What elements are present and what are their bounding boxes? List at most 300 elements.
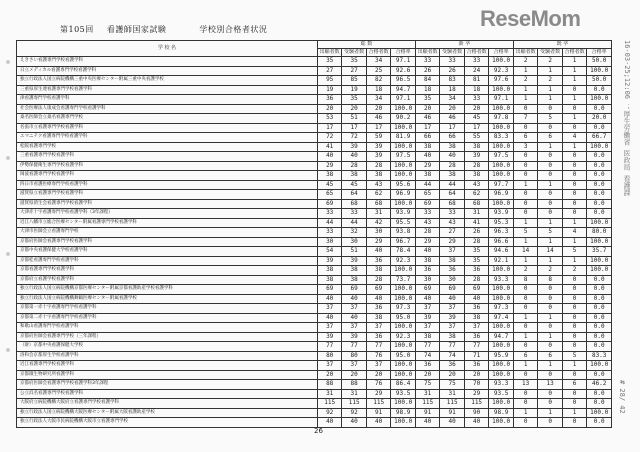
value-cell: 44 bbox=[440, 180, 464, 190]
value-cell: 38 bbox=[342, 266, 366, 276]
table-row bbox=[17, 332, 612, 342]
value-cell: 38 bbox=[415, 171, 439, 181]
value-cell: 8 bbox=[513, 275, 537, 285]
value-cell: 2 bbox=[513, 266, 537, 276]
value-cell: 0.0 bbox=[587, 104, 612, 114]
page-number: 26 bbox=[314, 427, 323, 435]
table-row bbox=[17, 152, 612, 162]
sub-header-passed: 合格者数 bbox=[562, 49, 586, 57]
school-name-cell: 京都看護専門学校看護学科 bbox=[17, 266, 318, 276]
value-cell: 17 bbox=[317, 123, 341, 133]
school-results-table bbox=[16, 40, 612, 428]
value-cell: 18 bbox=[464, 85, 488, 95]
table-row bbox=[17, 370, 612, 380]
school-name-cell: （財）京都中央看護保健大学校 bbox=[17, 342, 318, 352]
value-cell: 1 bbox=[513, 256, 537, 266]
table-row bbox=[17, 408, 612, 418]
value-cell: 39 bbox=[317, 332, 341, 342]
value-cell: 0 bbox=[562, 332, 586, 342]
value-cell: 38 bbox=[415, 142, 439, 152]
value-cell: 100.0 bbox=[489, 85, 514, 95]
value-cell: 0 bbox=[538, 190, 562, 200]
value-cell: 29 bbox=[440, 237, 464, 247]
value-cell: 100.0 bbox=[489, 142, 514, 152]
value-cell: 14 bbox=[538, 247, 562, 257]
value-cell: 46.2 bbox=[587, 380, 612, 390]
value-cell: 20 bbox=[440, 370, 464, 380]
value-cell: 100.0 bbox=[391, 418, 416, 428]
value-cell: 68 bbox=[366, 199, 390, 209]
value-cell: 100.0 bbox=[489, 123, 514, 133]
value-cell: 20 bbox=[415, 370, 439, 380]
value-cell: 36 bbox=[366, 332, 390, 342]
value-cell: 91 bbox=[366, 408, 390, 418]
value-cell: 37 bbox=[366, 361, 390, 371]
value-cell: 0 bbox=[562, 313, 586, 323]
table-row bbox=[17, 133, 612, 143]
value-cell: 40 bbox=[415, 418, 439, 428]
value-cell: 100.0 bbox=[587, 95, 612, 105]
value-cell: 33 bbox=[464, 95, 488, 105]
value-cell: 100.0 bbox=[391, 266, 416, 276]
value-cell: 29 bbox=[366, 237, 390, 247]
value-cell: 77 bbox=[415, 342, 439, 352]
value-cell: 28 bbox=[464, 237, 488, 247]
value-cell: 0.0 bbox=[587, 332, 612, 342]
fax-page-counter: # 28/ 42 bbox=[618, 380, 626, 414]
value-cell: 40 bbox=[366, 294, 390, 304]
value-cell: 66.7 bbox=[587, 133, 612, 143]
school-name-cell: 滋賀県立看護専門学校看護学科 bbox=[17, 190, 318, 200]
value-cell: 0 bbox=[513, 123, 537, 133]
binder-holes bbox=[6, 60, 10, 444]
value-cell: 29 bbox=[415, 161, 439, 171]
group-header-total: 総 数 bbox=[317, 41, 415, 49]
value-cell: 40 bbox=[415, 247, 439, 257]
value-cell: 75 bbox=[415, 380, 439, 390]
value-cell: 5 bbox=[538, 228, 562, 238]
value-cell: 100.0 bbox=[391, 123, 416, 133]
value-cell: 1 bbox=[513, 361, 537, 371]
school-name-cell: 洛和会京都厚生学校看護学科 bbox=[17, 351, 318, 361]
value-cell: 39 bbox=[366, 152, 390, 162]
table-row bbox=[17, 123, 612, 133]
value-cell: 96.6 bbox=[489, 237, 514, 247]
school-name-cell: 三重看護専門学校看護学科 bbox=[17, 152, 318, 162]
value-cell: 0 bbox=[513, 370, 537, 380]
value-cell: 28 bbox=[366, 275, 390, 285]
value-cell: 37 bbox=[317, 323, 341, 333]
table-row bbox=[17, 247, 612, 257]
resemom-logo bbox=[480, 6, 580, 32]
value-cell: 33 bbox=[440, 209, 464, 219]
value-cell: 1 bbox=[538, 313, 562, 323]
value-cell: 97.1 bbox=[391, 95, 416, 105]
value-cell: 5 bbox=[562, 247, 586, 257]
value-cell: 0 bbox=[513, 209, 537, 219]
value-cell: 76 bbox=[366, 380, 390, 390]
value-cell: 41 bbox=[317, 142, 341, 152]
value-cell: 36 bbox=[415, 361, 439, 371]
table-body bbox=[17, 57, 612, 428]
value-cell: 29 bbox=[317, 161, 341, 171]
value-cell: 38 bbox=[366, 313, 390, 323]
value-cell: 20 bbox=[317, 370, 341, 380]
value-cell: 40 bbox=[366, 418, 390, 428]
value-cell: 20 bbox=[440, 104, 464, 114]
school-name-cell: 京都中央看護保健大学校看護学科 bbox=[17, 247, 318, 257]
value-cell: 0 bbox=[513, 171, 537, 181]
value-cell: 38 bbox=[440, 142, 464, 152]
value-cell: 38 bbox=[342, 275, 366, 285]
school-name-cell: 京都府医師会看護専門学校看護学科3年課程 bbox=[17, 380, 318, 390]
school-name-cell: 桑名医師会立桑名看護専門学校 bbox=[17, 114, 318, 124]
value-cell: 40 bbox=[464, 294, 488, 304]
value-cell: 100.0 bbox=[391, 399, 416, 409]
value-cell: 31 bbox=[464, 209, 488, 219]
value-cell: 76 bbox=[366, 351, 390, 361]
value-cell: 69 bbox=[342, 285, 366, 295]
value-cell: 93.9 bbox=[391, 209, 416, 219]
value-cell: 97.6 bbox=[489, 76, 514, 86]
value-cell: 1 bbox=[562, 76, 586, 86]
value-cell: 85 bbox=[342, 76, 366, 86]
value-cell: 96.9 bbox=[391, 190, 416, 200]
value-cell: 2 bbox=[562, 266, 586, 276]
value-cell: 5 bbox=[562, 351, 586, 361]
value-cell: 30 bbox=[366, 228, 390, 238]
value-cell: 1 bbox=[562, 95, 586, 105]
table-row bbox=[17, 323, 612, 333]
value-cell: 36 bbox=[366, 304, 390, 314]
value-cell: 1 bbox=[562, 142, 586, 152]
sub-header-pass-rate: 合格率 bbox=[391, 49, 416, 57]
value-cell: 65 bbox=[415, 190, 439, 200]
value-cell: 28 bbox=[366, 161, 390, 171]
table-row bbox=[17, 171, 612, 181]
value-cell: 1 bbox=[538, 218, 562, 228]
value-cell: 4 bbox=[562, 228, 586, 238]
value-cell: 96.5 bbox=[391, 76, 416, 86]
value-cell: 40 bbox=[342, 313, 366, 323]
value-cell: 2 bbox=[513, 57, 537, 67]
school-name-cell: 社会医療法人康成会看護専門学校看護学科 bbox=[17, 104, 318, 114]
school-name-cell: 岡波看護専門学校看護学科 bbox=[17, 171, 318, 181]
value-cell: 40 bbox=[342, 418, 366, 428]
table-group-header bbox=[17, 41, 612, 49]
value-cell: 83.3 bbox=[587, 351, 612, 361]
value-cell: 1 bbox=[538, 332, 562, 342]
value-cell: 39 bbox=[342, 142, 366, 152]
table-row bbox=[17, 66, 612, 76]
value-cell: 0 bbox=[562, 418, 586, 428]
value-cell: 0 bbox=[513, 285, 537, 295]
value-cell: 0 bbox=[562, 161, 586, 171]
document-title bbox=[60, 24, 277, 35]
value-cell: 0 bbox=[562, 342, 586, 352]
value-cell: 7 bbox=[513, 114, 537, 124]
value-cell: 93.3 bbox=[489, 275, 514, 285]
value-cell: 95.9 bbox=[489, 351, 514, 361]
school-name-cell: ユマニテク看護専門学校看護学科 bbox=[17, 133, 318, 143]
value-cell: 28 bbox=[464, 161, 488, 171]
value-cell: 98.9 bbox=[489, 408, 514, 418]
value-cell: 20 bbox=[342, 370, 366, 380]
value-cell: 40 bbox=[415, 152, 439, 162]
value-cell: 1 bbox=[538, 95, 562, 105]
value-cell: 96.7 bbox=[391, 237, 416, 247]
column-header-school: 学 校 名 bbox=[17, 41, 318, 57]
value-cell: 46 bbox=[366, 114, 390, 124]
table-row bbox=[17, 180, 612, 190]
value-cell: 38 bbox=[342, 171, 366, 181]
value-cell: 6 bbox=[538, 351, 562, 361]
value-cell: 97.7 bbox=[489, 180, 514, 190]
value-cell: 37 bbox=[317, 304, 341, 314]
sub-header-applicants: 出願者数 bbox=[317, 49, 341, 57]
value-cell: 31 bbox=[366, 209, 390, 219]
school-name-cell: 四日市看護医療専門学校看護学科 bbox=[17, 180, 318, 190]
value-cell: 97.5 bbox=[489, 152, 514, 162]
value-cell: 71 bbox=[464, 351, 488, 361]
value-cell: 97.8 bbox=[489, 114, 514, 124]
value-cell: 54 bbox=[317, 247, 341, 257]
value-cell: 91 bbox=[440, 408, 464, 418]
value-cell: 36 bbox=[440, 361, 464, 371]
value-cell: 115 bbox=[464, 399, 488, 409]
value-cell: 30 bbox=[317, 237, 341, 247]
value-cell: 95.0 bbox=[391, 313, 416, 323]
value-cell: 29 bbox=[464, 389, 488, 399]
value-cell: 51 bbox=[342, 114, 366, 124]
school-name-cell: 津看護専門学校看護学科 bbox=[17, 95, 318, 105]
value-cell: 0 bbox=[562, 294, 586, 304]
value-cell: 1 bbox=[538, 361, 562, 371]
value-cell: 69 bbox=[440, 285, 464, 295]
value-cell: 6 bbox=[513, 133, 537, 143]
value-cell: 1 bbox=[513, 313, 537, 323]
value-cell: 100.0 bbox=[587, 218, 612, 228]
value-cell: 68 bbox=[342, 199, 366, 209]
school-name-cell: 独立行政法人国立病院機構三重中央医療センター附属三重中央看護学校 bbox=[17, 76, 318, 86]
value-cell: 0 bbox=[538, 152, 562, 162]
table-row bbox=[17, 199, 612, 209]
value-cell: 33 bbox=[440, 57, 464, 67]
value-cell: 28 bbox=[342, 161, 366, 171]
value-cell: 2 bbox=[513, 76, 537, 86]
value-cell: 0 bbox=[513, 294, 537, 304]
table-row bbox=[17, 304, 612, 314]
value-cell: 64 bbox=[440, 190, 464, 200]
value-cell: 2 bbox=[538, 57, 562, 67]
value-cell: 25 bbox=[366, 66, 390, 76]
value-cell: 31 bbox=[440, 389, 464, 399]
value-cell: 32 bbox=[342, 228, 366, 238]
value-cell: 68 bbox=[440, 199, 464, 209]
table-row bbox=[17, 142, 612, 152]
value-cell: 100.0 bbox=[587, 266, 612, 276]
value-cell: 38 bbox=[415, 332, 439, 342]
value-cell: 95.6 bbox=[391, 180, 416, 190]
value-cell: 77 bbox=[366, 342, 390, 352]
value-cell: 1 bbox=[538, 66, 562, 76]
value-cell: 27 bbox=[440, 228, 464, 238]
value-cell: 40 bbox=[342, 294, 366, 304]
value-cell: 1 bbox=[562, 218, 586, 228]
value-cell: 0 bbox=[538, 123, 562, 133]
value-cell: 38 bbox=[440, 171, 464, 181]
value-cell: 0.0 bbox=[587, 275, 612, 285]
value-cell: 95.5 bbox=[391, 218, 416, 228]
value-cell: 43 bbox=[415, 218, 439, 228]
value-cell: 69 bbox=[317, 285, 341, 295]
value-cell: 8 bbox=[538, 275, 562, 285]
value-cell: 92 bbox=[342, 408, 366, 418]
binder-hole bbox=[6, 252, 10, 256]
value-cell: 92.6 bbox=[391, 66, 416, 76]
value-cell: 69 bbox=[317, 199, 341, 209]
value-cell: 88 bbox=[317, 380, 341, 390]
table-row bbox=[17, 389, 612, 399]
value-cell: 35 bbox=[464, 256, 488, 266]
table-row bbox=[17, 275, 612, 285]
value-cell: 0.0 bbox=[587, 418, 612, 428]
binder-hole bbox=[6, 348, 10, 352]
value-cell: 29 bbox=[415, 237, 439, 247]
value-cell: 20 bbox=[464, 104, 488, 114]
value-cell: 0 bbox=[513, 104, 537, 114]
value-cell: 5 bbox=[538, 114, 562, 124]
value-cell: 92.1 bbox=[489, 256, 514, 266]
school-name-cell: 京都桂看護専門学校看護学科 bbox=[17, 256, 318, 266]
value-cell: 36 bbox=[464, 332, 488, 342]
value-cell: 43 bbox=[464, 180, 488, 190]
table-row bbox=[17, 218, 612, 228]
table-row bbox=[17, 351, 612, 361]
value-cell: 45 bbox=[342, 180, 366, 190]
value-cell: 36 bbox=[440, 266, 464, 276]
value-cell: 37 bbox=[366, 323, 390, 333]
sub-header-pass-rate: 合格率 bbox=[489, 49, 514, 57]
value-cell: 26 bbox=[464, 228, 488, 238]
value-cell: 38 bbox=[317, 275, 341, 285]
value-cell: 0.0 bbox=[587, 209, 612, 219]
school-name-cell: 京都微生物研究所看護学科 bbox=[17, 370, 318, 380]
value-cell: 30 bbox=[342, 237, 366, 247]
value-cell: 34 bbox=[440, 95, 464, 105]
value-cell: 97.3 bbox=[489, 304, 514, 314]
school-name-cell: 独立行政法人国立病院機構舞鶴医療センター附属看護学校 bbox=[17, 294, 318, 304]
value-cell: 93.3 bbox=[489, 380, 514, 390]
value-cell: 13 bbox=[538, 380, 562, 390]
value-cell: 0 bbox=[562, 399, 586, 409]
exam-name: 看護師国家試験 bbox=[106, 25, 167, 34]
value-cell: 31 bbox=[317, 389, 341, 399]
group-header-new-grad: 新 卒 bbox=[415, 41, 513, 49]
value-cell: 0.0 bbox=[587, 180, 612, 190]
value-cell: 77 bbox=[440, 342, 464, 352]
table-row bbox=[17, 418, 612, 428]
sub-header-applicants: 出願者数 bbox=[415, 49, 439, 57]
value-cell: 37 bbox=[342, 323, 366, 333]
value-cell: 64 bbox=[342, 190, 366, 200]
value-cell: 3 bbox=[513, 142, 537, 152]
value-cell: 100.0 bbox=[489, 199, 514, 209]
table-row bbox=[17, 190, 612, 200]
value-cell: 0.0 bbox=[587, 323, 612, 333]
fax-header-strip bbox=[618, 40, 632, 440]
school-name-cell: 京都第一赤十字看護専門学校看護学科 bbox=[17, 304, 318, 314]
value-cell: 0.0 bbox=[587, 370, 612, 380]
value-cell: 40 bbox=[440, 152, 464, 162]
value-cell: 2 bbox=[538, 76, 562, 86]
value-cell: 38 bbox=[415, 256, 439, 266]
value-cell: 100.0 bbox=[489, 266, 514, 276]
value-cell: 0 bbox=[562, 123, 586, 133]
school-name-cell: 和歌山看護専門学校看護学科 bbox=[17, 323, 318, 333]
school-name-cell: 滋賀県済生会看護専門学校看護学科 bbox=[17, 199, 318, 209]
value-cell: 0.0 bbox=[587, 123, 612, 133]
value-cell: 100.0 bbox=[587, 408, 612, 418]
value-cell: 72 bbox=[342, 133, 366, 143]
school-name-cell: 近江看護専門学校看護学科 bbox=[17, 361, 318, 371]
value-cell: 72 bbox=[317, 133, 341, 143]
value-cell: 36 bbox=[366, 256, 390, 266]
value-cell: 59 bbox=[366, 133, 390, 143]
value-cell: 0 bbox=[513, 389, 537, 399]
value-cell: 44 bbox=[317, 218, 341, 228]
value-cell: 100.0 bbox=[489, 171, 514, 181]
value-cell: 98.9 bbox=[391, 408, 416, 418]
value-cell: 1 bbox=[513, 180, 537, 190]
value-cell: 0.0 bbox=[587, 171, 612, 181]
value-cell: 39 bbox=[317, 256, 341, 266]
value-cell: 0 bbox=[562, 389, 586, 399]
value-cell: 95.3 bbox=[489, 218, 514, 228]
value-cell: 18 bbox=[415, 85, 439, 95]
value-cell: 53 bbox=[317, 114, 341, 124]
value-cell: 17 bbox=[440, 123, 464, 133]
table-row bbox=[17, 342, 612, 352]
school-name-cell: 京都府立看護学校看護学科 bbox=[17, 275, 318, 285]
value-cell: 19 bbox=[317, 85, 341, 95]
table-row bbox=[17, 361, 612, 371]
value-cell: 115 bbox=[317, 399, 341, 409]
value-cell: 42 bbox=[366, 218, 390, 228]
value-cell: 35 bbox=[317, 57, 341, 67]
value-cell: 33 bbox=[342, 209, 366, 219]
value-cell: 31 bbox=[415, 389, 439, 399]
value-cell: 39 bbox=[464, 152, 488, 162]
binder-hole bbox=[6, 60, 10, 64]
value-cell: 69 bbox=[366, 285, 390, 295]
value-cell: 96.9 bbox=[489, 190, 514, 200]
value-cell: 97.5 bbox=[391, 152, 416, 162]
value-cell: 1 bbox=[538, 142, 562, 152]
value-cell: 34 bbox=[366, 95, 390, 105]
value-cell: 35 bbox=[342, 95, 366, 105]
value-cell: 1 bbox=[513, 332, 537, 342]
value-cell: 17 bbox=[366, 123, 390, 133]
value-cell: 5 bbox=[513, 228, 537, 238]
school-name-cell: 近江八幡市立総合医療センター附属看護専門学校看護学科 bbox=[17, 218, 318, 228]
value-cell: 0 bbox=[538, 161, 562, 171]
value-cell: 100.0 bbox=[489, 294, 514, 304]
table-row bbox=[17, 228, 612, 238]
value-cell: 20 bbox=[342, 104, 366, 114]
value-cell: 27 bbox=[342, 66, 366, 76]
value-cell: 43 bbox=[366, 180, 390, 190]
